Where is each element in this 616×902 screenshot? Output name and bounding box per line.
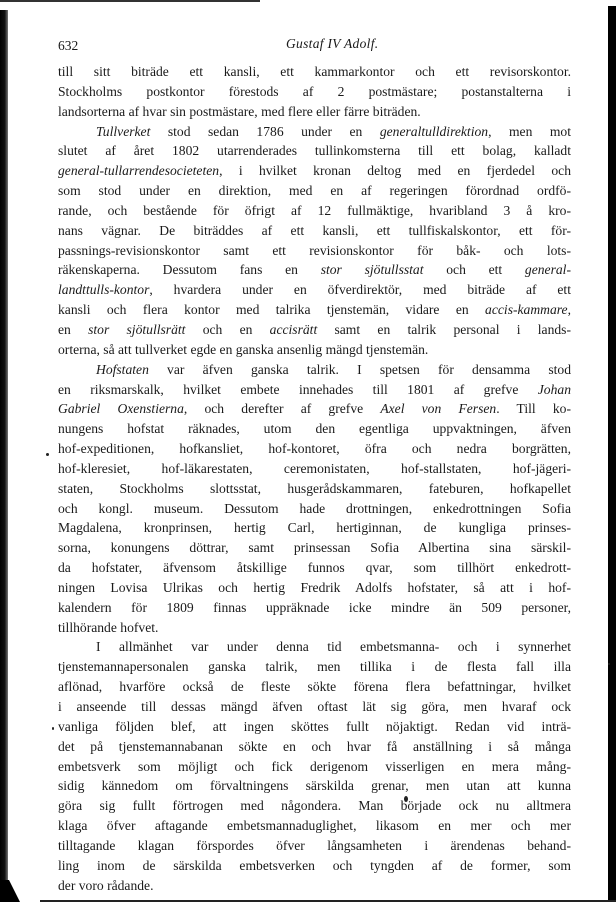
scan-left-corner-shadow bbox=[0, 880, 20, 902]
text-run: , bbox=[567, 302, 571, 318]
ink-speck bbox=[608, 663, 610, 665]
text-run: i anseende till dessas mängd äfven oftast lät sig göra, men hvaraf ock bbox=[58, 699, 571, 714]
text-line bbox=[58, 499, 571, 519]
text-line bbox=[58, 260, 571, 280]
italic-term: Tullverket bbox=[96, 123, 151, 139]
text-run: en bbox=[58, 321, 89, 337]
text-run: . Till ko- bbox=[496, 401, 571, 417]
italic-term: Axel von Fersen bbox=[380, 401, 497, 417]
body-text bbox=[58, 62, 571, 895]
text-line bbox=[58, 657, 571, 677]
italic-term: Hofstaten bbox=[96, 361, 149, 377]
text-run: I allmänhet var under denna tid embetsmanna- och i synnerhet bbox=[96, 639, 571, 655]
text-run: kansli och flera kontor med talrika tjenstemän, vidare en bbox=[58, 302, 486, 318]
text-run: räkenskaperna. Dessutom fans en bbox=[58, 262, 321, 278]
text-run: stod sedan 1786 under en bbox=[150, 123, 380, 139]
text-run: nungens hofstat räknades, utom den egentliga uppvaktningen, äfven bbox=[58, 421, 571, 437]
text-run: sidig kännedom om förvaltningens särskilda grenar, men utan att kunna bbox=[58, 778, 571, 794]
text-line bbox=[58, 82, 571, 102]
text-run: da hofstater, äfvensom åtskillige funnos qvar, som tillhört enkedrott- bbox=[58, 560, 571, 576]
text-run: och ett bbox=[423, 262, 525, 278]
ink-speck bbox=[52, 727, 54, 730]
text-line bbox=[58, 776, 571, 796]
text-line bbox=[58, 518, 571, 538]
text-line bbox=[58, 459, 571, 479]
text-run: en riksmarskalk, hvilket embete innehades till 1801 af grefve bbox=[58, 381, 538, 397]
running-head-title: Gustaf IV Adolf. bbox=[286, 36, 379, 51]
text-line bbox=[58, 697, 571, 717]
text-run: staten, Stockholms slottsstat, husgerådskammaren, fateburen, hofkapellet bbox=[58, 480, 571, 496]
scan-left-binding-shadow bbox=[0, 10, 8, 902]
running-head bbox=[58, 36, 571, 56]
text-run: hof-expeditionen, hofkansliet, hof-kontoret, öfra och nedra borgrätten, bbox=[58, 441, 571, 457]
text-run: vanliga följden blef, att ingen sköttes fullt nöjaktigt. Redan vid inträ- bbox=[58, 718, 571, 734]
text-line bbox=[58, 558, 571, 578]
text-run: tjenstemannapersonalen ganska talrik, men tillika i de flesta fall illa bbox=[58, 659, 571, 675]
text-run: var äfven ganska talrik. I spetsen för densamma stod bbox=[148, 361, 571, 377]
italic-term: landttulls-kontor bbox=[58, 282, 150, 298]
text-run: till sitt biträde ett kansli, ett kammarkontor och ett revisorskontor. bbox=[58, 64, 571, 79]
italic-term: Gabriel Oxenstierna bbox=[58, 401, 184, 417]
text-line bbox=[58, 479, 571, 499]
page-number: 632 bbox=[58, 38, 79, 53]
text-line bbox=[58, 102, 571, 122]
text-line bbox=[58, 538, 571, 558]
text-line bbox=[58, 300, 571, 320]
text-line bbox=[58, 439, 571, 459]
text-run: det på tjenstemannabanan sökte en och hvar få anställning i så många bbox=[58, 738, 571, 754]
text-run: samt en talrik personal i lands- bbox=[317, 321, 571, 337]
text-run: aflönad, hvarföre också de fleste sökte förena flera befattningar, hvilket bbox=[58, 679, 571, 695]
italic-term: accisrätt bbox=[269, 321, 318, 337]
text-run: tillhörande hofvet. bbox=[58, 619, 159, 635]
text-line bbox=[58, 380, 571, 400]
text-run: embetsverk som möjligt och fick derigenom visserligen en mera mång- bbox=[58, 758, 571, 774]
text-line bbox=[58, 598, 571, 618]
scan-top-edge bbox=[0, 0, 260, 2]
ink-speck bbox=[46, 453, 49, 456]
text-run: passnings-revisionskontor samt ett revisionskontor för båk- och lots- bbox=[58, 242, 571, 258]
text-run: , i hvilket kronan deltog med en fjerdedel och bbox=[219, 163, 571, 179]
text-run: Stockholms postkontor förestods af 2 postmästare; postanstalterna i bbox=[58, 83, 571, 99]
italic-term: Johan bbox=[537, 381, 571, 397]
text-run: hof-kleresiet, hof-läkarestaten, ceremonistaten, hof-stallstaten, hof-jägeri- bbox=[58, 460, 571, 476]
text-line bbox=[58, 221, 571, 241]
text-line bbox=[58, 816, 571, 836]
text-run: der voro rådande. bbox=[58, 877, 154, 893]
text-run: rande, och bestående för öfrigt af 12 fullmäktige, hvaribland 3 å kro- bbox=[58, 202, 571, 218]
text-run: , hvardera under en öfverdirektör, med biträde af ett bbox=[149, 282, 571, 298]
text-run: sorna, konungens döttrar, samt prinsessan Sofia Albertina sina särskil- bbox=[58, 540, 571, 556]
text-line bbox=[58, 677, 571, 697]
italic-term: generaltulldirektion bbox=[379, 123, 489, 139]
text-line bbox=[58, 836, 571, 856]
text-line bbox=[58, 618, 571, 638]
book-page bbox=[58, 36, 571, 895]
text-run: nans vägnar. De biträddes af ett kansli, ett tullfiskalskontor, ett för- bbox=[58, 222, 571, 238]
text-run: som stod under en direktion, med en af regeringen förordnad ordfö- bbox=[58, 183, 571, 199]
italic-term: general- bbox=[524, 262, 571, 278]
text-run: ling inom de särskilda embetsverken och tyngden af de former, som bbox=[58, 857, 571, 873]
text-line bbox=[58, 320, 571, 340]
text-run: klaga öfver aftagande embetsmannaduglighet, likasom en mer och mer bbox=[58, 818, 571, 834]
text-run: och kongl. museum. Dessutom hade drottningen, enkedrottningen Sofia bbox=[58, 500, 571, 516]
text-line bbox=[58, 856, 571, 876]
italic-term: accis-kammare bbox=[485, 302, 568, 318]
italic-term: general-tullarrendesocieteten bbox=[58, 163, 220, 179]
text-line bbox=[58, 280, 571, 300]
text-run: ningen Lovisa Ulrikas och hertig Fredrik Adolfs hofstater, så att i hof- bbox=[58, 579, 571, 595]
text-line bbox=[58, 399, 571, 419]
text-line bbox=[58, 141, 571, 161]
text-run: landsorterna af hvar sin postmästare, med flere eller färre biträden. bbox=[58, 103, 421, 119]
text-line bbox=[58, 122, 571, 142]
text-run: göra sig fullt förtrogen med någondera. Man började ock nu alltmera bbox=[58, 798, 571, 814]
text-line bbox=[58, 360, 571, 380]
text-line bbox=[58, 757, 571, 777]
text-line bbox=[58, 717, 571, 737]
text-line bbox=[58, 161, 571, 181]
italic-term: stor sjötullsstat bbox=[320, 262, 424, 278]
text-line bbox=[58, 340, 571, 360]
text-run: orterna, så att tullverket egde en ganska ansenlig mängd tjenstemän. bbox=[58, 341, 429, 357]
text-run: , men mot bbox=[488, 123, 571, 139]
text-run: , och derefter af grefve bbox=[183, 401, 381, 417]
text-run: slutet af året 1802 utarrenderades tullinkomsterna till ett bolag, kalladt bbox=[58, 143, 571, 159]
text-line bbox=[58, 241, 571, 261]
text-line bbox=[58, 796, 571, 816]
text-run: Magdalena, kronprinsen, hertig Carl, hertiginnan, de kungliga prinses- bbox=[58, 520, 571, 536]
text-line bbox=[58, 62, 571, 82]
text-line bbox=[58, 737, 571, 757]
text-line bbox=[58, 578, 571, 598]
text-run: och en bbox=[185, 321, 270, 337]
text-line bbox=[58, 181, 571, 201]
italic-term: stor sjötullsrätt bbox=[88, 321, 186, 337]
text-run: tilltagande klagan förspordes öfver långsamheten i ärendenas behand- bbox=[58, 837, 571, 853]
text-line bbox=[58, 419, 571, 439]
text-line bbox=[58, 201, 571, 221]
scan-right-edge bbox=[608, 6, 616, 902]
text-line bbox=[58, 876, 571, 896]
text-run: kalendern för 1809 finnas uppräknade icke mindre än 509 personer, bbox=[58, 599, 571, 615]
text-line bbox=[58, 637, 571, 657]
